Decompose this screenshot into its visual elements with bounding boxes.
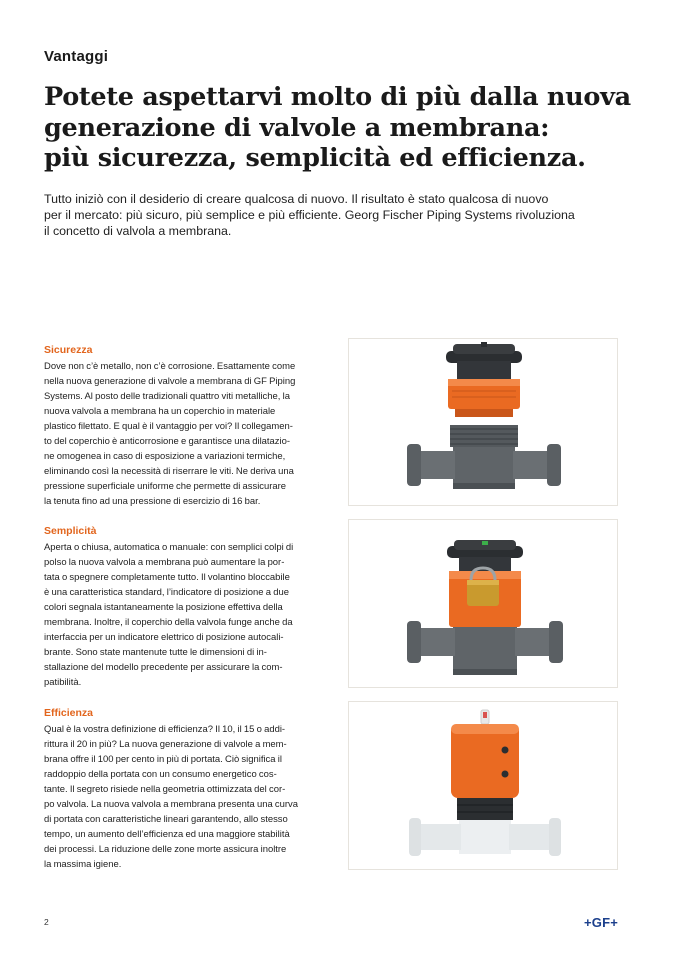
section-semplicita [44, 525, 316, 690]
section-heading: Semplicità [44, 525, 97, 537]
body-line: è una caratteristica standard, l’indicatore di posizione a due [44, 587, 289, 599]
body-line: Dove non c’è metallo, non c’è corrosione. Esattamente come [44, 361, 296, 372]
section-body [44, 359, 316, 509]
body-line: Qual è la vostra definizione di efficienza? Il 10, il 15 o addi- [44, 724, 286, 735]
body-line: po valvola. La nuova valvola a membrana presenta una curva [44, 799, 298, 811]
page-number: 2 [44, 917, 49, 927]
section-body [44, 540, 316, 690]
body-line: plastico filettato. E qual è il vantaggio per voi? Il collegamen- [44, 421, 293, 433]
body-line: Aperta o chiusa, automatica o manuale: con semplici colpi di [44, 542, 294, 553]
body-line: brana offre il 100 per cento in più di portata. Ciò significa il [44, 754, 282, 766]
body-line: pressione superficiale uniforme che permette di assicurare [44, 481, 287, 493]
section-heading: Sicurezza [44, 344, 93, 356]
headline-line: Potete aspettarvi molto di più dalla nuova [44, 82, 631, 112]
gf-logo: +GF+ [584, 915, 619, 930]
body-line: brante. Sono state mantenute tutte le dimensioni di in- [44, 647, 267, 659]
body-line: colori segnala istantaneamente la posizione effettiva della [44, 602, 283, 614]
headline-line: più sicurezza, semplicità ed efficienza. [44, 143, 586, 173]
intro-line: per il mercato: più sicuro, più semplice e più efficiente. Georg Fischer Piping Systems rivoluziona [44, 208, 575, 223]
body-line: raddoppio della portata con un consumo energetico cos- [44, 769, 277, 781]
section-heading: Efficienza [44, 707, 94, 719]
section-efficienza [44, 707, 316, 872]
body-line: stallazione del modello precedente per assicurare la com- [44, 662, 283, 674]
diaphragm-valve-actuator-illustration [349, 702, 618, 870]
body-line: nella nuova generazione di valvole a membrana di GF Piping [44, 376, 296, 388]
intro-paragraph [44, 191, 584, 240]
body-line: eliminando così la necessità di riserrare le viti. Ne deriva una [44, 466, 294, 478]
valve-photo-threaded-bonnet [348, 338, 618, 506]
body-line: la tenuta fino ad una pressione di esercizio di 16 bar. [44, 496, 261, 508]
section-label: Vantaggi [44, 48, 109, 65]
body-line: to del coperchio è anticorrosione e garantisce una dilatazio- [44, 436, 290, 448]
section-body [44, 722, 316, 872]
diaphragm-valve-padlock-illustration [349, 520, 618, 688]
diaphragm-valve-exploded-illustration [349, 339, 618, 506]
body-line: la massima igiene. [44, 859, 122, 871]
body-line: ne omogenea in caso di esposizione a variazioni termiche, [44, 451, 286, 463]
intro-line: Tutto iniziò con il desiderio di creare qualcosa di nuovo. Il risultato è stato qualcosa di nuovo [44, 192, 549, 206]
body-line: interfaccia per un indicatore elettrico di posizione autocali- [44, 632, 284, 644]
section-sicurezza [44, 344, 316, 509]
valve-photo-padlock [348, 519, 618, 688]
body-line: tata o spegnere completamente tutto. Il volantino bloccabile [44, 572, 290, 584]
body-line: membrana. Inoltre, il coperchio della valvola funge anche da [44, 617, 293, 629]
headline-line: generazione di valvole a membrana: [44, 112, 550, 143]
body-line: tante. Il segreto risiede nella geometria ottimizzata del cor- [44, 784, 286, 796]
body-line: patibilità. [44, 677, 82, 689]
body-line: tempo, un aumento dell’efficienza ed una maggiore stabilità [44, 829, 290, 841]
valve-photo-actuator [348, 701, 618, 870]
intro-line: il concetto di valvola a membrana. [44, 224, 232, 239]
body-line: dei processi. La riduzione delle zone morte assicura inoltre [44, 844, 287, 856]
body-line: Systems. Al posto delle tradizionali quattro viti metalliche, la [44, 391, 290, 403]
body-line: polso la nuova valvola a membrana può aumentare la por- [44, 557, 285, 569]
body-line: rittura il 20 in più? La nuova generazione di valvole a mem- [44, 739, 287, 751]
body-line: nuova valvola a membrana ha un coperchio in materiale [44, 406, 276, 418]
page-headline [44, 82, 644, 174]
body-line: di portata con caratteristiche lineari garantendo, allo stesso [44, 814, 288, 826]
